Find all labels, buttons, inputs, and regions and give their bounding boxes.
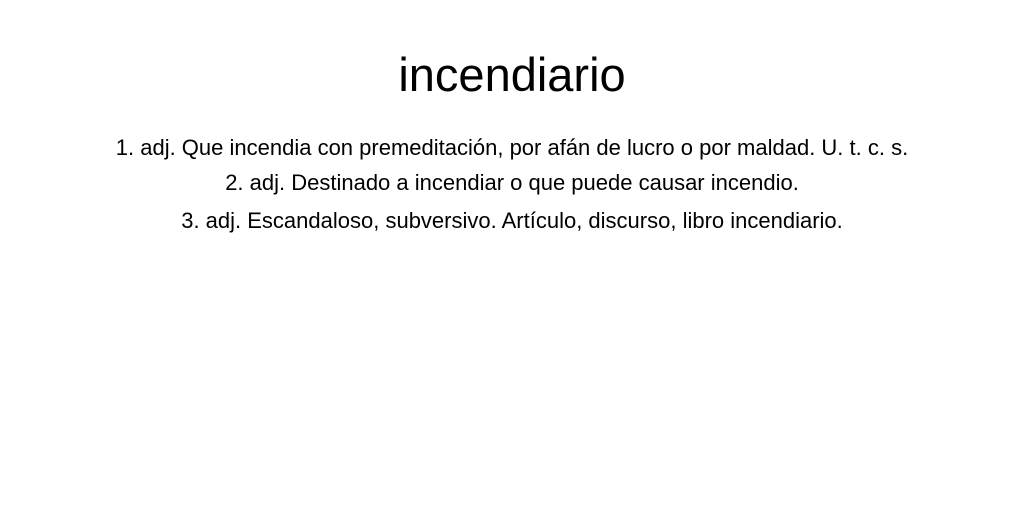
definition-item: 1. adj. Que incendia con premeditación, por afán de lucro o por maldad. U. t. c. s. [115,135,909,160]
entry-word: incendiario [398,48,626,101]
definition-item: 2. adj. Destinado a incendiar o que puede causar incendio. [225,170,799,195]
definition-item: 3. adj. Escandaloso, subversivo. Artículo, discurso, libro incendiario. [181,208,843,233]
definition-list [62,129,962,242]
